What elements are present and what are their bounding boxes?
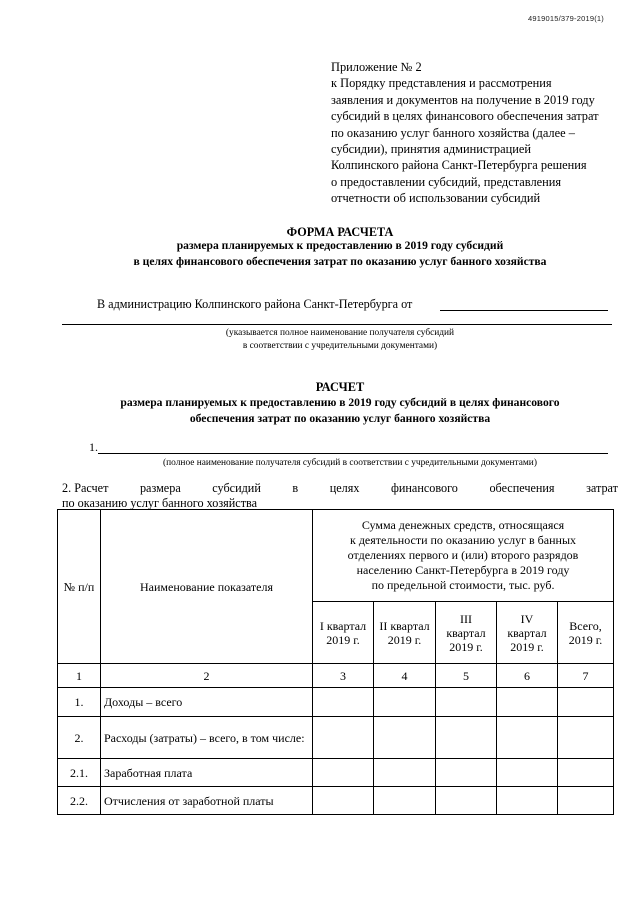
q2-label: II квартал [379,618,430,633]
value-cell[interactable] [558,759,614,787]
col-group-line: Сумма денежных средств, относящаяся [361,518,565,532]
appendix-line: к Порядку представления и рассмотрения [331,76,552,91]
item1-note: (полное наименование получателя субсидий в соответствии с учредительными документами) [163,458,537,468]
table-row [58,759,614,787]
row-number: 2.2. [58,787,101,815]
item2-text-line2: по оказанию услуг банного хозяйства [62,496,258,510]
q4-label-2: квартал [507,625,547,640]
row-indicator-name: Отчисления от заработной платы [101,787,313,815]
table-row [58,787,614,815]
recipient-name-field[interactable] [440,310,608,311]
value-cell[interactable] [497,787,558,815]
q2-year: 2019 г. [387,632,422,647]
total-year: 2019 г. [568,632,603,647]
item2-word: размера [139,481,181,495]
value-cell[interactable] [558,688,614,717]
value-cell[interactable] [436,688,497,717]
col-header-total [558,602,614,664]
calc-title: РАСЧЕТ [315,380,365,394]
col-header-q1 [313,602,374,664]
index-cell: 5 [436,664,497,688]
value-cell[interactable] [313,717,374,759]
item2-word: субсидий [212,481,261,495]
q3-label-2: квартал [446,625,486,640]
appendix-line: субсидий в целях финансового обеспечения затрат [331,109,599,124]
q4-label: IV [520,611,534,626]
item2-word: целях [329,481,360,495]
value-cell[interactable] [374,688,436,717]
recipient-name-field-line2[interactable] [62,324,612,325]
col-group-line: по предельной стоимости, тыс. руб. [371,578,555,592]
value-cell[interactable] [436,759,497,787]
appendix-line: по оказанию услуг банного хозяйства (далее – [331,125,575,140]
form-title: ФОРМА РАСЧЕТА [286,225,394,239]
admin-addressee-text: В администрацию Колпинского района Санкт-Петербурга от [97,297,413,311]
col-header-q2 [374,602,436,664]
item2-word: затрат [586,481,618,495]
value-cell[interactable] [374,787,436,815]
value-cell[interactable] [313,688,374,717]
value-cell[interactable] [558,787,614,815]
col-header-q3 [436,602,497,664]
appendix-line: отчетности об использовании субсидий [331,191,541,206]
value-cell[interactable] [313,759,374,787]
value-cell[interactable] [497,717,558,759]
item2-word: обеспечения [489,481,555,495]
recipient-note-line1: (указывается полное наименование получателя субсидий [225,328,455,338]
row-indicator-name: Заработная плата [101,759,313,787]
col-header-amount-group [313,510,614,602]
recipient-note-line2: в соответствии с учредительными документами) [242,341,438,351]
col-group-line: к деятельности по оказанию услуг в банных [349,533,577,547]
col-group-line: отделениях первого и (или) второго разрядов [347,548,579,562]
index-cell: 2 [101,664,313,688]
col-header-number: № п/п [58,510,101,664]
appendix-reference [331,59,631,207]
document-id: 4919015/379-2019(1) [528,14,604,23]
table-row [58,717,614,759]
col-header-q4 [497,602,558,664]
value-cell[interactable] [374,717,436,759]
calc-subtitle-line2: обеспечения затрат по оказанию услуг банного хозяйства [189,412,491,425]
value-cell[interactable] [558,717,614,759]
item2-word: финансового [390,481,458,495]
index-cell: 1 [58,664,101,688]
item2-text [62,481,618,496]
index-cell: 3 [313,664,374,688]
q4-year: 2019 г. [510,639,544,654]
q1-year: 2019 г. [326,632,360,647]
item2-word: 2. Расчет [62,481,109,495]
table-row [58,688,614,717]
q3-label: III [460,611,472,626]
value-cell[interactable] [497,688,558,717]
row-indicator-name: Расходы (затраты) – всего, в том числе: [101,717,313,759]
appendix-line: заявления и документов на получение в 2019 году [331,92,595,107]
value-cell[interactable] [497,759,558,787]
value-cell[interactable] [374,759,436,787]
value-cell[interactable] [436,787,497,815]
index-cell: 6 [497,664,558,688]
row-number: 2.1. [58,759,101,787]
subsidy-calculation-table [57,509,614,815]
value-cell[interactable] [313,787,374,815]
col-header-indicator: Наименование показателя [101,510,313,664]
q1-label: I квартал [319,618,367,633]
col-group-line: населению Санкт-Петербурга в 2019 году [356,563,570,577]
value-cell[interactable] [436,717,497,759]
row-number: 1. [58,688,101,717]
total-label: Всего, [569,618,602,633]
calc-subtitle-line1: размера планируемых к предоставлению в 2019 году субсидий в целях финансового [120,396,560,409]
form-subtitle-line2: в целях финансового обеспечения затрат по оказанию услуг банного хозяйства [133,255,547,268]
row-number: 2. [58,717,101,759]
index-cell: 7 [558,664,614,688]
q3-year: 2019 г. [449,639,483,654]
recipient-full-name-field[interactable] [98,453,608,454]
appendix-line: о предоставлении субсидий, представления [331,174,562,189]
item2-word: в [292,481,299,495]
index-cell: 4 [374,664,436,688]
appendix-line: Приложение № 2 [331,60,422,74]
appendix-line: Колпинского района Санкт-Петербурга решения [331,158,587,173]
form-subtitle-line1: размера планируемых к предоставлению в 2019 году субсидий [176,239,504,252]
item1-number: 1. [89,440,98,454]
row-indicator-name: Доходы – всего [101,688,313,717]
appendix-line: субсидии), принятия администрацией [331,142,532,157]
